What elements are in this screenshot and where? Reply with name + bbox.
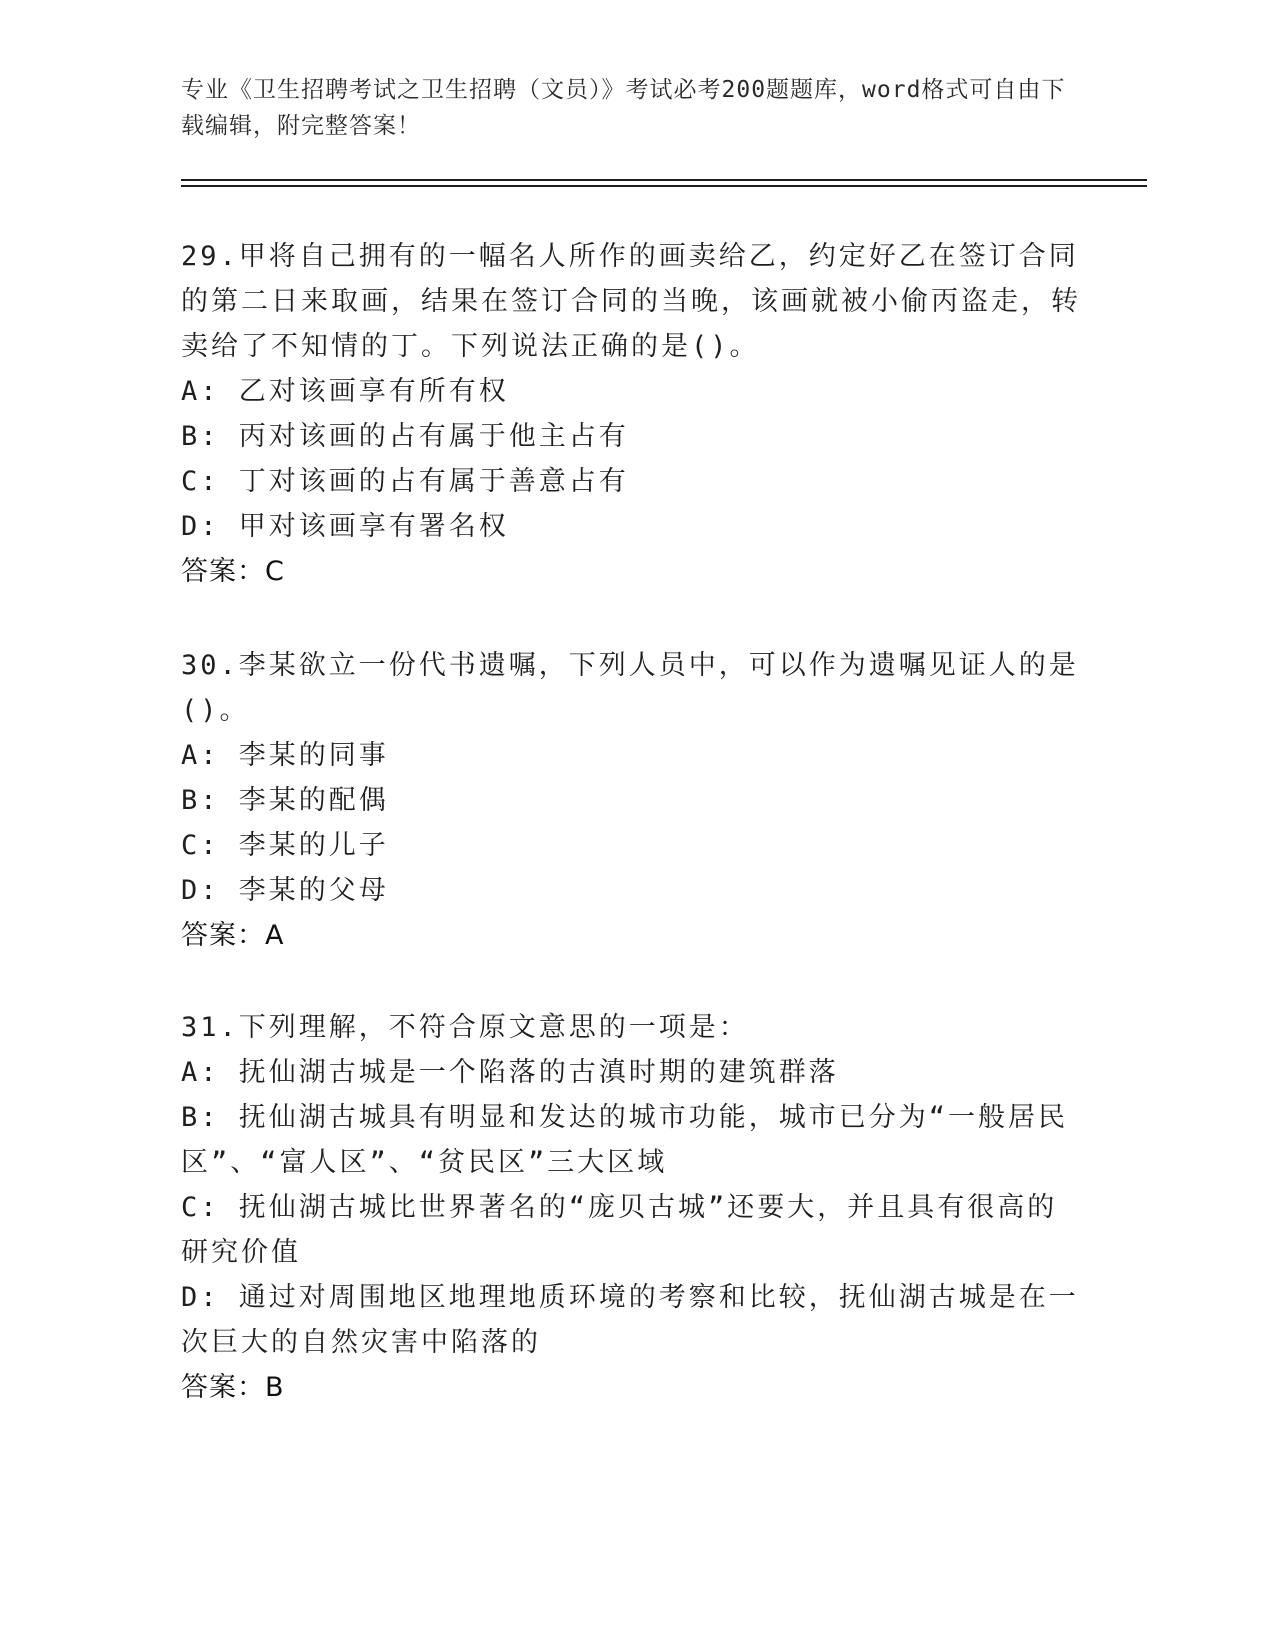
- option-c: C: 抚仙湖古城比世界著名的“庞贝古城”还要大，并且具有很高的研究价值: [181, 1192, 1058, 1268]
- document-header: 专业《卫生招聘考试之卫生招聘（文员）》考试必考200题题库，word格式可自由下载编辑，附完整答案！: [181, 77, 1066, 139]
- option-b: B: 抚仙湖古城具有明显和发达的城市功能，城市已分为“一般居民区”、“富人区”、“贫民区”三大区域: [181, 1102, 1069, 1178]
- question-stem: 31.下列理解，不符合原文意思的一项是：: [181, 1012, 749, 1043]
- option-d: D: 甲对该画享有署名权: [181, 511, 509, 542]
- question-29: [181, 234, 1081, 594]
- header-divider-top: [181, 179, 1147, 181]
- option-a: A: 乙对该画享有所有权: [181, 376, 509, 407]
- option-a: A: 抚仙湖古城是一个陷落的古滇时期的建筑群落: [181, 1057, 839, 1088]
- answer-line: 答案：C: [181, 556, 285, 587]
- option-d: D: 通过对周围地区地理地质环境的考察和比较，抚仙湖古城是在一次巨大的自然灾害中陷落的: [181, 1282, 1079, 1358]
- question-stem: 30.李某欲立一份代书遗嘱，下列人员中，可以作为遗嘱见证人的是()。: [181, 650, 1079, 726]
- option-b: B: 丙对该画的占有属于他主占有: [181, 421, 629, 452]
- option-b: B: 李某的配偶: [181, 785, 389, 816]
- option-d: D: 李某的父母: [181, 875, 389, 906]
- question-stem: 29.甲将自己拥有的一幅名人所作的画卖给乙，约定好乙在签订合同的第二日来取画，结果在签订合同的当晚，该画就被小偷丙盗走，转卖给了不知情的丁。下列说法正确的是()。: [181, 241, 1081, 362]
- option-c: C: 李某的儿子: [181, 830, 389, 861]
- answer-line: 答案：A: [181, 920, 285, 951]
- question-31: [181, 1005, 1081, 1410]
- answer-line: 答案：B: [181, 1372, 285, 1403]
- option-a: A: 李某的同事: [181, 740, 389, 771]
- option-c: C: 丁对该画的占有属于善意占有: [181, 466, 629, 497]
- question-30: [181, 643, 1081, 958]
- header-divider-bottom: [181, 185, 1147, 187]
